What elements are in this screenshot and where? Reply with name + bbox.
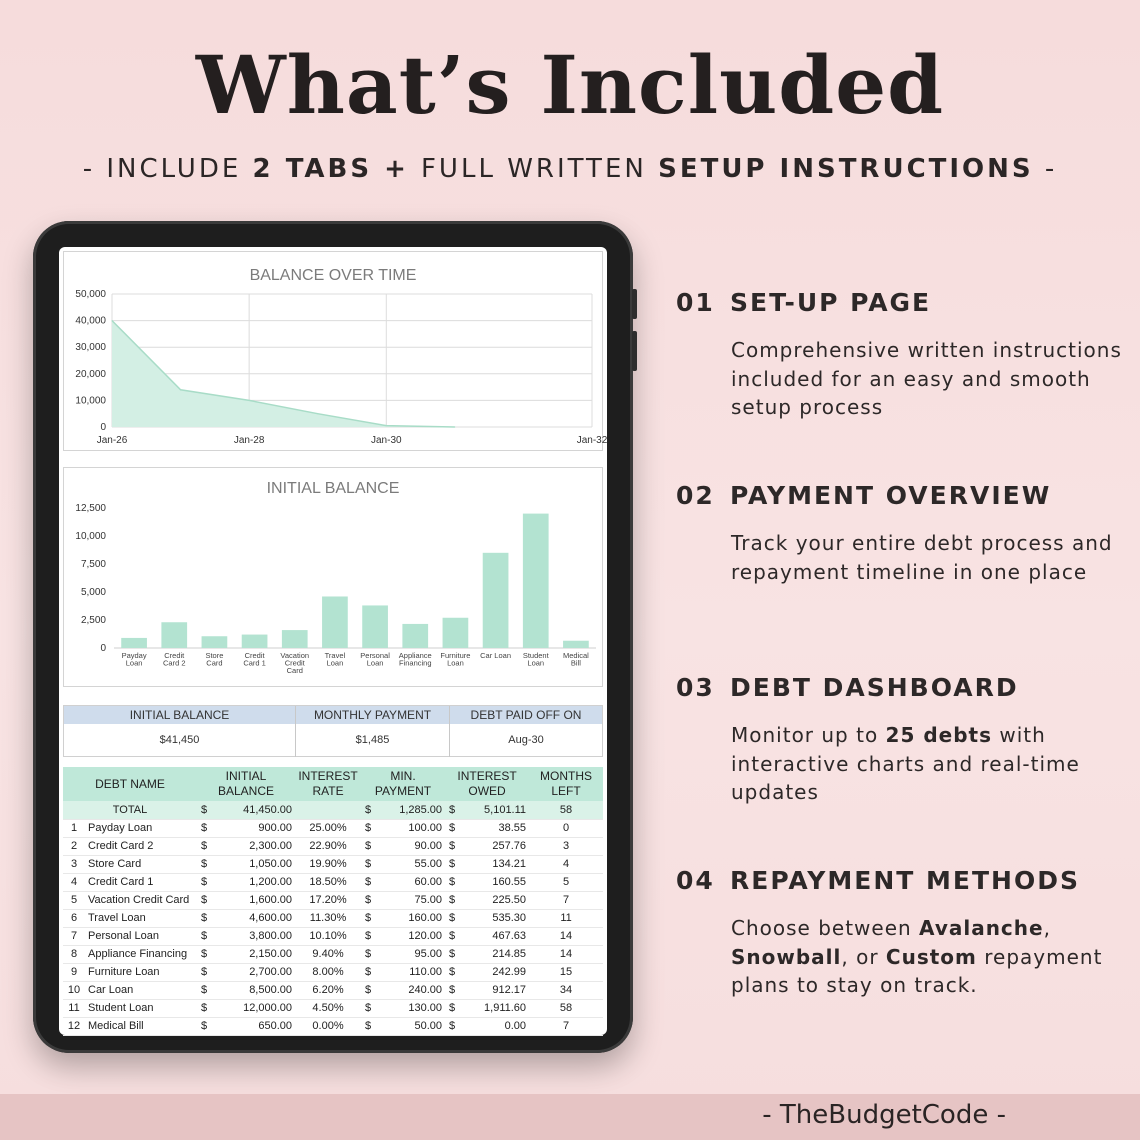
col-header-months-left: MONTHS LEFT <box>529 767 603 801</box>
x-tick-label: Card <box>206 658 223 668</box>
feature-title: REPAYMENT METHODS <box>730 866 1080 895</box>
months-left: 5 <box>529 873 603 891</box>
tablet-screen <box>59 247 607 1035</box>
y-tick-label: 0 <box>100 422 106 433</box>
tablet-device <box>33 221 633 1053</box>
summary-initial-balance-value: $41,450 <box>64 724 296 757</box>
interest-rate: 22.90% <box>295 837 361 855</box>
row-number: 11 <box>63 999 85 1017</box>
interest-owed: 160.55 <box>459 873 529 891</box>
x-tick-label: Card <box>286 666 303 675</box>
min-payment: 50.00 <box>375 1017 445 1035</box>
x-tick-label: Jan-30 <box>370 435 402 446</box>
brand-name: - TheBudgetCode - <box>762 1100 1006 1130</box>
currency-symbol: $ <box>361 981 375 999</box>
currency-symbol: $ <box>361 1017 375 1035</box>
feature-heading <box>676 673 1019 702</box>
feature-description-part: Snowball <box>731 944 842 969</box>
currency-symbol: $ <box>197 873 211 891</box>
debt-name: Credit Card 2 <box>85 837 197 855</box>
interest-owed: 214.85 <box>459 945 529 963</box>
initial-balance: 2,700.00 <box>211 963 295 981</box>
feature-number: 04 <box>676 866 715 895</box>
currency-symbol: $ <box>197 927 211 945</box>
interest-owed: 38.55 <box>459 819 529 837</box>
feature-number: 02 <box>676 481 715 510</box>
interest-rate: 6.20% <box>295 981 361 999</box>
min-payment: 75.00 <box>375 891 445 909</box>
currency-symbol: $ <box>445 801 459 819</box>
currency-symbol: $ <box>445 945 459 963</box>
x-tick-label: Personal <box>360 651 390 660</box>
summary-header-row <box>64 706 602 724</box>
y-tick-label: 0 <box>100 643 106 654</box>
x-tick-label: Appliance <box>398 651 432 660</box>
initial-balance: 2,150.00 <box>211 945 295 963</box>
y-tick-label: 10,000 <box>75 531 106 542</box>
min-payment: 120.00 <box>375 927 445 945</box>
table-row <box>63 855 603 873</box>
feature-description-part: Comprehensive written instructions included for an easy and smooth setup process <box>731 338 1122 419</box>
initial-balance: 4,600.00 <box>211 909 295 927</box>
months-left: 7 <box>529 891 603 909</box>
currency-symbol: $ <box>445 819 459 837</box>
currency-symbol: $ <box>445 981 459 999</box>
initial-balance-chart-title: INITIAL BALANCE <box>266 480 400 497</box>
bar <box>202 636 228 648</box>
balance-over-time-chart <box>64 252 608 452</box>
months-left: 34 <box>529 981 603 999</box>
summary-monthly-payment-value: $1,485 <box>296 724 450 757</box>
col-header-interest-owed: INTEREST OWED <box>445 767 529 801</box>
subtitle-part: FULL WRITTEN <box>420 154 659 184</box>
currency-symbol: $ <box>445 1017 459 1035</box>
interest-owed: 1,911.60 <box>459 999 529 1017</box>
bar <box>483 553 509 648</box>
currency-symbol: $ <box>445 999 459 1017</box>
table-row <box>63 927 603 945</box>
debt-name: Personal Loan <box>85 927 197 945</box>
currency-symbol: $ <box>445 855 459 873</box>
table-row <box>63 819 603 837</box>
months-left: 14 <box>529 945 603 963</box>
interest-rate: 0.00% <box>295 1017 361 1035</box>
interest-rate: 18.50% <box>295 873 361 891</box>
bar <box>402 624 428 648</box>
interest-owed: 0.00 <box>459 1017 529 1035</box>
debt-table-header-row <box>63 767 603 801</box>
debt-total-row <box>63 801 603 819</box>
summary-header-debt-paid-off: DEBT PAID OFF ON <box>470 708 582 722</box>
months-left: 58 <box>529 999 603 1017</box>
y-tick-label: 20,000 <box>75 368 106 380</box>
initial-balance-chart <box>64 468 604 688</box>
feature-description-part: , <box>1043 916 1051 940</box>
col-header-initial-balance: INITIAL BALANCE <box>197 767 295 801</box>
table-row <box>63 963 603 981</box>
data-point <box>317 413 318 414</box>
interest-rate: 4.50% <box>295 999 361 1017</box>
debt-name: Payday Loan <box>85 819 197 837</box>
table-row <box>63 837 603 855</box>
row-number: 8 <box>63 945 85 963</box>
row-number: 7 <box>63 927 85 945</box>
initial-balance: 3,800.00 <box>211 927 295 945</box>
table-row <box>63 909 603 927</box>
row-number: 9 <box>63 963 85 981</box>
currency-symbol: $ <box>197 981 211 999</box>
x-tick-label: Loan <box>326 658 344 668</box>
table-row <box>63 1017 603 1035</box>
currency-symbol: $ <box>361 819 375 837</box>
x-tick-label: Medical <box>562 651 589 660</box>
page-subtitle <box>0 154 1140 184</box>
interest-rate: 8.00% <box>295 963 361 981</box>
initial-balance: 12,000.00 <box>211 999 295 1017</box>
months-left: 4 <box>529 855 603 873</box>
currency-symbol: $ <box>197 891 211 909</box>
months-left: 0 <box>529 819 603 837</box>
table-row <box>63 981 603 999</box>
interest-owed: 134.21 <box>459 855 529 873</box>
feature-description-part: Monitor up to <box>731 723 886 747</box>
col-header-interest-rate: INTEREST RATE <box>295 767 361 801</box>
feature-title: PAYMENT OVERVIEW <box>730 481 1052 510</box>
currency-symbol: $ <box>361 909 375 927</box>
x-tick-label: Card 2 <box>162 658 186 668</box>
interest-owed: 257.76 <box>459 837 529 855</box>
footer-bar <box>0 1094 1140 1140</box>
feature-number: 03 <box>676 673 715 702</box>
x-tick-label: Jan-26 <box>96 435 128 446</box>
initial-balance: 1,050.00 <box>211 855 295 873</box>
table-row <box>63 891 603 909</box>
currency-symbol: $ <box>197 855 211 873</box>
row-number: 3 <box>63 855 85 873</box>
currency-symbol: $ <box>361 927 375 945</box>
bar <box>242 635 268 648</box>
x-tick-label: Card 1 <box>243 658 266 668</box>
summary-header-monthly-payment: MONTHLY PAYMENT <box>296 706 450 724</box>
interest-owed: 912.17 <box>459 981 529 999</box>
min-payment: 240.00 <box>375 981 445 999</box>
currency-symbol: $ <box>361 999 375 1017</box>
currency-symbol: $ <box>361 801 375 819</box>
data-point <box>249 400 250 401</box>
feature-description-part: with interactive charts and real-time updates <box>731 723 1080 804</box>
x-tick-label: Jan-32 <box>576 435 608 446</box>
row-number: 4 <box>63 873 85 891</box>
summary-table <box>63 705 603 757</box>
x-tick-label: Student <box>522 651 549 660</box>
bar <box>121 638 147 648</box>
feature-description <box>731 914 1131 1000</box>
y-tick-label: 12,500 <box>75 503 106 514</box>
feature-number: 01 <box>676 288 715 317</box>
y-tick-label: 50,000 <box>75 289 106 300</box>
tablet-side-button <box>632 289 637 319</box>
min-payment: 130.00 <box>375 999 445 1017</box>
row-number: 1 <box>63 819 85 837</box>
x-tick-label: Payday <box>121 651 147 660</box>
debt-name: Car Loan <box>85 981 197 999</box>
currency-symbol: $ <box>445 927 459 945</box>
bar <box>362 605 388 648</box>
total-balance: 41,450.00 <box>211 801 295 819</box>
x-tick-label: Financing <box>398 658 432 668</box>
bar <box>322 596 348 648</box>
subtitle-part: SETUP INSTRUCTIONS <box>658 154 1034 184</box>
interest-rate: 17.20% <box>295 891 361 909</box>
y-tick-label: 40,000 <box>75 315 106 327</box>
currency-symbol: $ <box>197 963 211 981</box>
feature-title: DEBT DASHBOARD <box>730 673 1019 702</box>
interest-rate: 25.00% <box>295 819 361 837</box>
data-point <box>454 427 455 428</box>
x-tick-label: Jan-28 <box>233 435 265 446</box>
interest-rate: 9.40% <box>295 945 361 963</box>
x-tick-label: Credit <box>164 651 185 660</box>
subtitle-part: + <box>372 154 421 184</box>
summary-header-initial-balance: INITIAL BALANCE <box>64 706 296 724</box>
x-tick-label: Car Loan <box>480 651 512 660</box>
months-left: 11 <box>529 909 603 927</box>
subtitle-part: - INCLUDE <box>82 154 253 184</box>
currency-symbol: $ <box>361 963 375 981</box>
interest-rate: 10.10% <box>295 927 361 945</box>
interest-owed: 467.63 <box>459 927 529 945</box>
currency-symbol: $ <box>197 837 211 855</box>
y-tick-label: 10,000 <box>75 395 106 407</box>
months-left: 15 <box>529 963 603 981</box>
row-number: 12 <box>63 1017 85 1035</box>
feature-description-part: Custom <box>885 944 977 969</box>
table-row <box>63 999 603 1017</box>
feature-title: SET-UP PAGE <box>730 288 932 317</box>
row-number: 5 <box>63 891 85 909</box>
currency-symbol: $ <box>445 891 459 909</box>
subtitle-part: 2 TABS <box>252 154 373 184</box>
x-tick-label: Furniture <box>440 651 471 660</box>
x-tick-label: Loan <box>527 658 545 668</box>
total-label: TOTAL <box>63 801 197 819</box>
currency-symbol: $ <box>361 945 375 963</box>
currency-symbol: $ <box>197 1017 211 1035</box>
currency-symbol: $ <box>197 801 211 819</box>
feature-description <box>731 336 1131 422</box>
interest-owed: 535.30 <box>459 909 529 927</box>
data-point <box>112 320 113 321</box>
x-tick-label: Vacation <box>280 651 310 660</box>
col-header-debt-name: DEBT NAME <box>63 767 197 801</box>
currency-symbol: $ <box>197 819 211 837</box>
currency-symbol: $ <box>361 873 375 891</box>
bar <box>523 514 549 648</box>
initial-balance: 2,300.00 <box>211 837 295 855</box>
y-tick-label: 7,500 <box>80 559 106 570</box>
debt-name: Store Card <box>85 855 197 873</box>
debt-name: Medical Bill <box>85 1017 197 1035</box>
feature-heading <box>676 866 1080 895</box>
currency-symbol: $ <box>197 999 211 1017</box>
bar <box>563 641 589 648</box>
feature-description-part: repayment plans to stay on track. <box>731 944 1103 997</box>
x-tick-label: Loan <box>366 658 384 668</box>
feature-heading <box>676 481 1051 510</box>
balance-over-time-panel <box>63 251 608 451</box>
total-months-left: 58 <box>529 801 603 819</box>
initial-balance-panel <box>63 467 603 687</box>
x-tick-label: Store <box>205 651 224 660</box>
initial-balance: 900.00 <box>211 819 295 837</box>
bar <box>161 622 187 648</box>
min-payment: 110.00 <box>375 963 445 981</box>
feature-description-part: , or <box>841 944 886 969</box>
interest-rate: 19.90% <box>295 855 361 873</box>
interest-owed: 225.50 <box>459 891 529 909</box>
balance-chart-title: BALANCE OVER TIME <box>249 267 417 284</box>
currency-symbol: $ <box>445 837 459 855</box>
summary-debt-paid-off-value: Aug-30 <box>508 734 544 746</box>
months-left: 7 <box>529 1017 603 1035</box>
x-tick-label: Loan <box>447 658 464 668</box>
x-tick-label: Credit <box>244 651 265 660</box>
debt-name: Credit Card 1 <box>85 873 197 891</box>
initial-balance: 8,500.00 <box>211 981 295 999</box>
min-payment: 60.00 <box>375 873 445 891</box>
summary-value-row <box>64 724 602 757</box>
feature-description <box>731 721 1131 807</box>
row-number: 6 <box>63 909 85 927</box>
tablet-side-button <box>632 331 637 371</box>
interest-rate: 11.30% <box>295 909 361 927</box>
min-payment: 160.00 <box>375 909 445 927</box>
col-header-min-payment: MIN. PAYMENT <box>361 767 445 801</box>
min-payment: 100.00 <box>375 819 445 837</box>
data-point <box>386 425 387 426</box>
table-row <box>63 873 603 891</box>
x-tick-label: Loan <box>125 658 143 668</box>
subtitle-part: - <box>1033 154 1058 184</box>
y-tick-label: 5,000 <box>80 587 106 598</box>
total-interest-owed: 5,101.11 <box>459 801 529 819</box>
row-number: 2 <box>63 837 85 855</box>
currency-symbol: $ <box>361 855 375 873</box>
debt-name: Appliance Financing <box>85 945 197 963</box>
total-rate-empty <box>295 801 361 819</box>
months-left: 14 <box>529 927 603 945</box>
currency-symbol: $ <box>197 909 211 927</box>
currency-symbol: $ <box>197 945 211 963</box>
debt-name: Vacation Credit Card <box>85 891 197 909</box>
bar <box>443 618 469 648</box>
min-payment: 90.00 <box>375 837 445 855</box>
min-payment: 55.00 <box>375 855 445 873</box>
currency-symbol: $ <box>361 837 375 855</box>
y-tick-label: 30,000 <box>75 342 106 354</box>
debt-name: Furniture Loan <box>85 963 197 981</box>
initial-balance: 650.00 <box>211 1017 295 1035</box>
data-point <box>180 389 181 390</box>
bar <box>282 630 308 648</box>
feature-description-part: Track your entire debt process and repayment timeline in one place <box>731 531 1113 584</box>
initial-balance: 1,600.00 <box>211 891 295 909</box>
row-number: 10 <box>63 981 85 999</box>
months-left: 3 <box>529 837 603 855</box>
feature-description-part: Avalanche <box>919 916 1044 940</box>
feature-description-part: 25 debts <box>885 723 993 747</box>
feature-description <box>731 529 1131 586</box>
x-tick-label: Bill <box>570 658 581 668</box>
table-row <box>63 945 603 963</box>
currency-symbol: $ <box>445 963 459 981</box>
total-payment: 1,285.00 <box>375 801 445 819</box>
feature-description-part: Choose between <box>731 916 920 940</box>
initial-balance: 1,200.00 <box>211 873 295 891</box>
y-tick-label: 2,500 <box>80 615 106 626</box>
debt-table <box>63 767 603 1036</box>
x-tick-label: Travel <box>324 651 346 660</box>
min-payment: 95.00 <box>375 945 445 963</box>
interest-owed: 242.99 <box>459 963 529 981</box>
currency-symbol: $ <box>445 873 459 891</box>
currency-symbol: $ <box>445 909 459 927</box>
feature-heading <box>676 288 931 317</box>
currency-symbol: $ <box>361 891 375 909</box>
page-title: What’s Included <box>195 38 945 132</box>
debt-name: Student Loan <box>85 999 197 1017</box>
debt-name: Travel Loan <box>85 909 197 927</box>
x-tick-label: Credit <box>284 658 305 668</box>
